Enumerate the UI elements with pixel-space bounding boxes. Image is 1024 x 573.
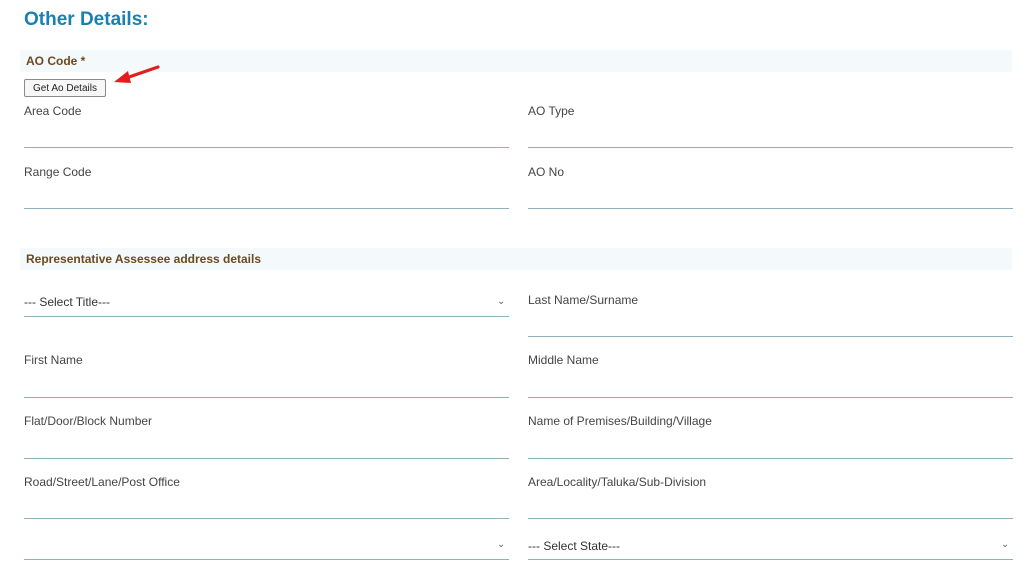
area-locality-label: Area/Locality/Taluka/Sub-Division xyxy=(528,475,707,489)
title-select[interactable]: --- Select Title--- xyxy=(24,295,111,309)
first-name-input[interactable] xyxy=(24,397,509,398)
red-arrow-icon xyxy=(112,62,162,88)
chevron-down-icon: ⌄ xyxy=(1001,539,1010,550)
ao-no-input[interactable] xyxy=(528,208,1013,209)
middle-name-label: Middle Name xyxy=(528,353,599,367)
ao-code-label: AO Code * xyxy=(26,54,86,68)
ao-type-label: AO Type xyxy=(528,104,575,118)
first-name-label: First Name xyxy=(24,353,83,367)
ao-no-label: AO No xyxy=(528,165,565,179)
range-code-input[interactable] xyxy=(24,208,509,209)
area-code-label: Area Code xyxy=(24,104,82,118)
ao-type-input[interactable] xyxy=(528,147,1013,148)
middle-name-input[interactable] xyxy=(528,397,1013,398)
get-ao-details-button[interactable]: Get Ao Details xyxy=(24,79,106,97)
last-name-input[interactable] xyxy=(528,336,1013,337)
premises-input[interactable] xyxy=(528,458,1013,459)
last-name-label: Last Name/Surname xyxy=(528,293,639,307)
ao-code-section-header xyxy=(20,50,1012,72)
chevron-down-icon: ⌄ xyxy=(497,539,506,550)
flat-number-input[interactable] xyxy=(24,458,509,459)
state-select-underline xyxy=(528,559,1013,560)
representative-section-label: Representative Assessee address details xyxy=(26,252,262,266)
state-select[interactable]: --- Select State--- xyxy=(528,539,621,553)
premises-label: Name of Premises/Building/Village xyxy=(528,414,712,428)
title-select-underline xyxy=(24,316,509,317)
page-title: Other Details: xyxy=(24,9,149,30)
road-input[interactable] xyxy=(24,518,509,519)
area-locality-input[interactable] xyxy=(528,518,1013,519)
country-select-underline xyxy=(24,559,509,560)
range-code-label: Range Code xyxy=(24,165,92,179)
chevron-down-icon: ⌄ xyxy=(497,296,506,307)
area-code-input[interactable] xyxy=(24,147,509,148)
flat-number-label: Flat/Door/Block Number xyxy=(24,414,153,428)
road-label: Road/Street/Lane/Post Office xyxy=(24,475,180,489)
